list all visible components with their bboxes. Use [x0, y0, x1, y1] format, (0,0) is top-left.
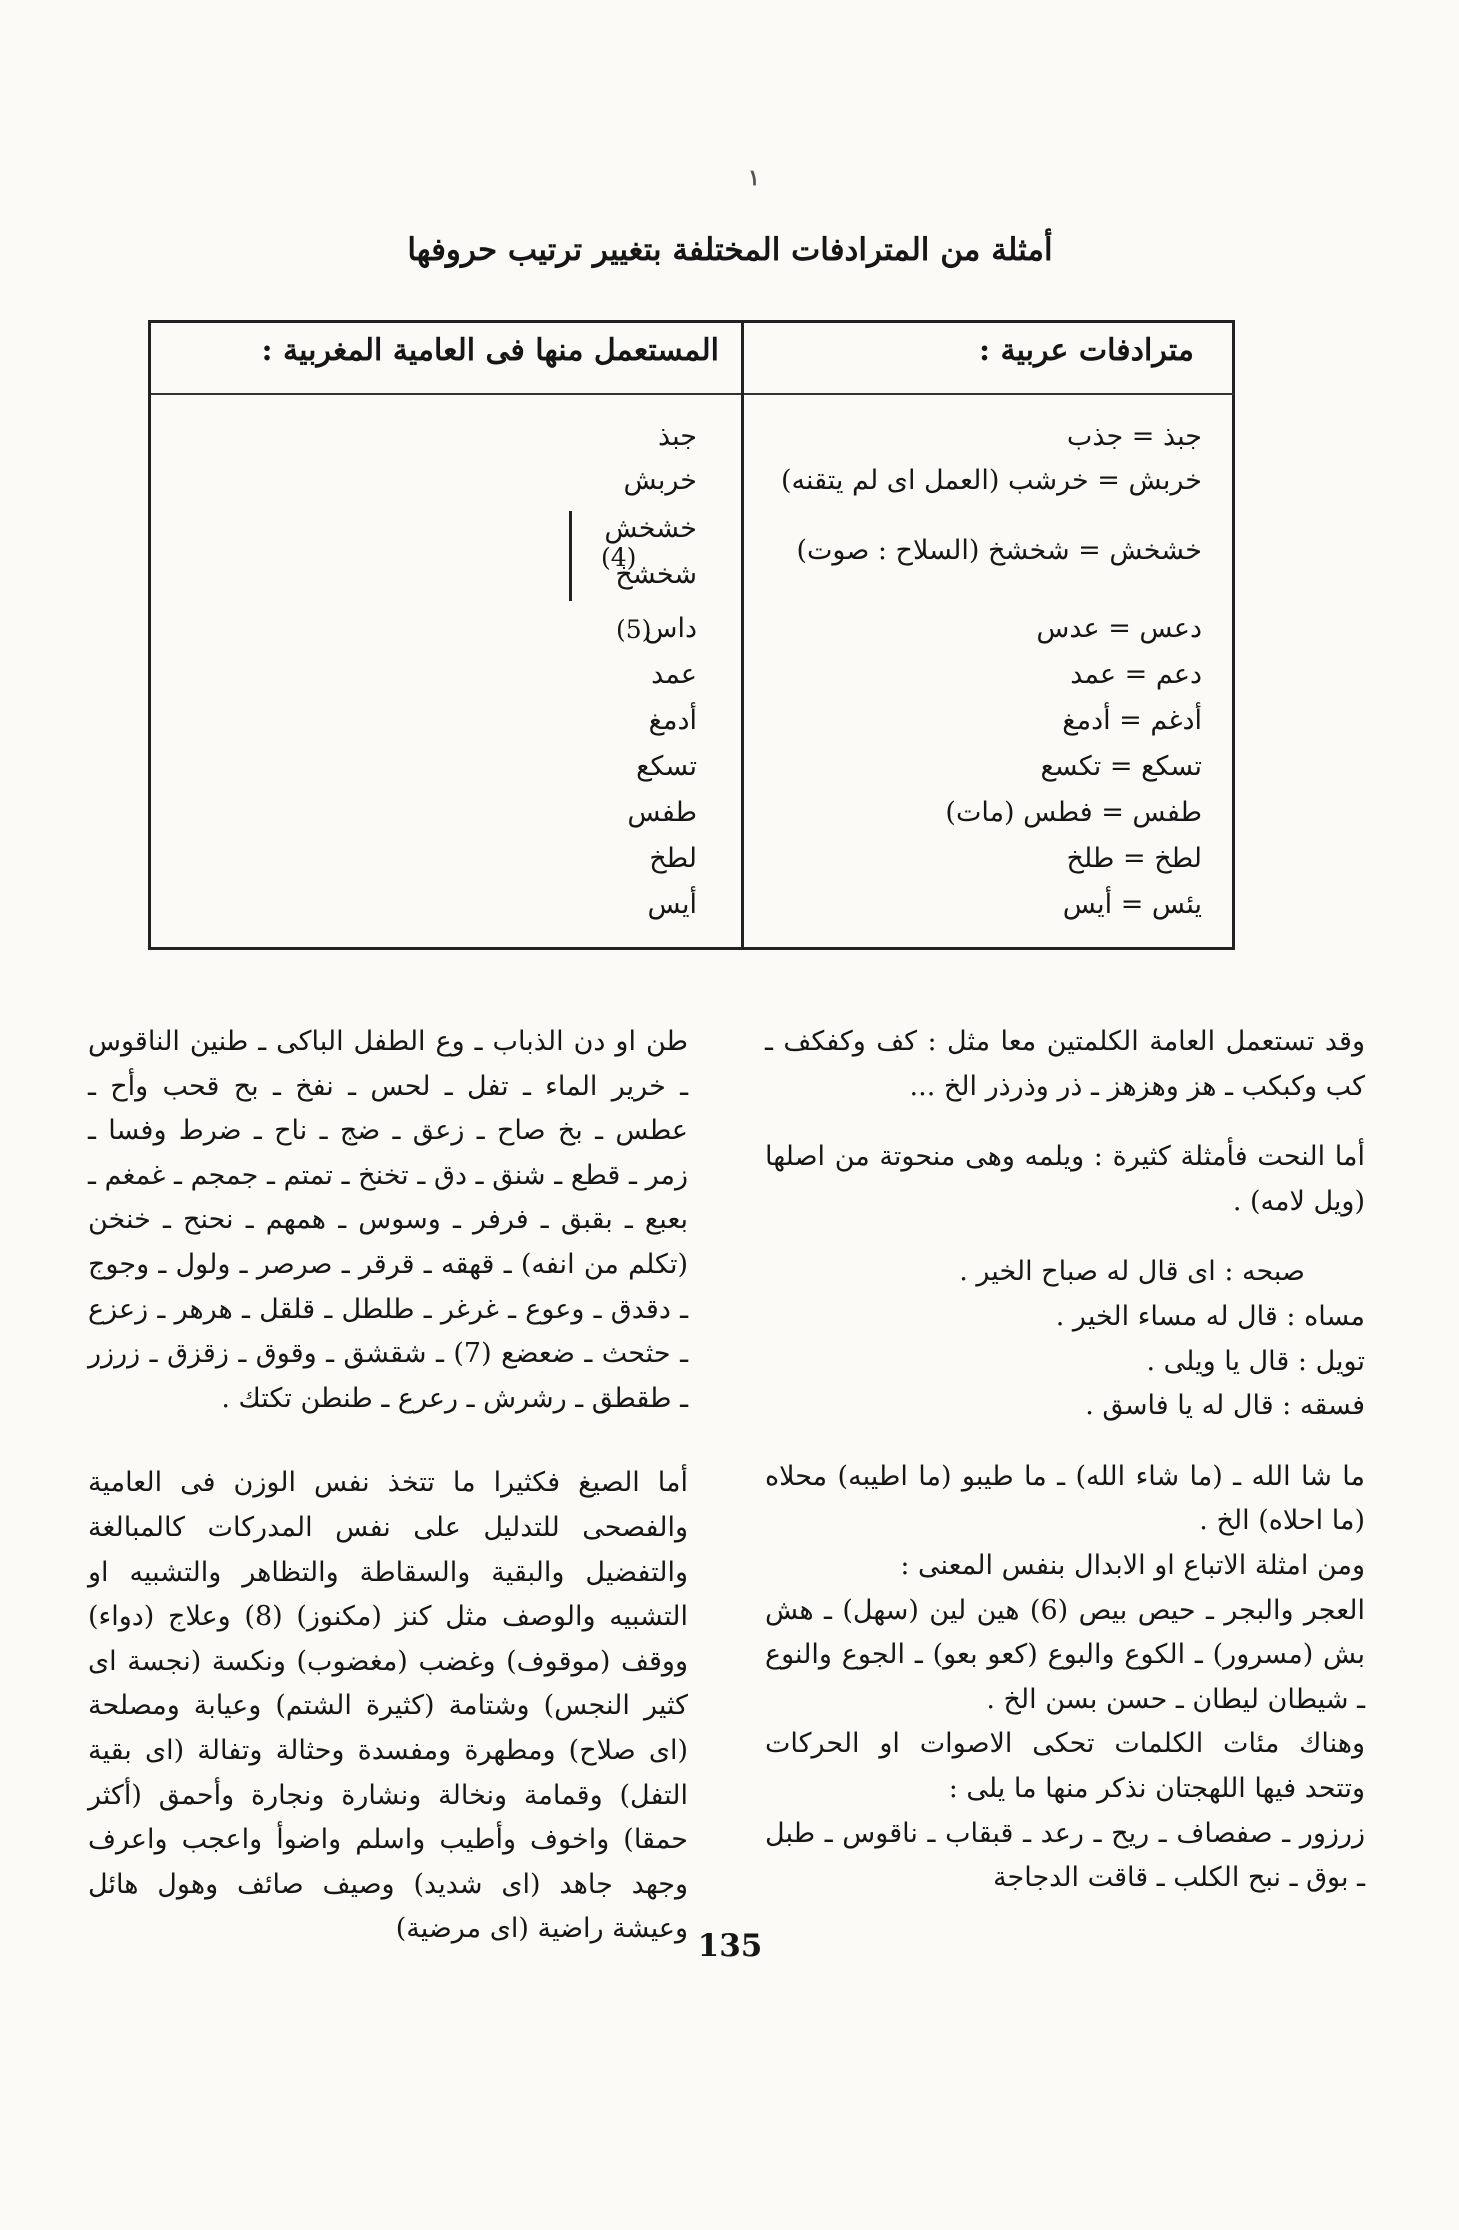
table-header-arabic-synonyms: مترادفات عربية : — [979, 333, 1194, 368]
table-column-divider — [741, 323, 744, 947]
table-row-right: لطخ = طلخ — [1066, 843, 1202, 874]
right-text-column — [765, 1020, 1365, 1901]
example-line: صبحه : اى قال له صباح الخير . — [959, 1256, 1305, 1288]
grouping-brace — [569, 511, 572, 601]
table-header-rule-left — [151, 393, 741, 395]
paragraph: طن او دن الذباب ـ وع الطفل الباكى ـ طنين الناقوس ـ خرير الماء ـ تفل ـ لحس ـ نفخ ـ بح قحب وأح ـ عطس ـ بخ صاح ـ زعق ـ ضج ـ ناح ـ ضرط وفسا ـ زمر ـ قطع ـ شنق ـ دق ـ تخنخ ـ تمتم ـ جمجم ـ غمغم ـ بعبع ـ بقبق ـ فرفر ـ وسوس ـ همهم ـ نحنح ـ خنخن (تكلم من انفه) ـ قهقه ـ قرقر ـ صرصر ـ ولول ـ وجوج ـ دقدق ـ وعوع ـ غرغر ـ طلطل ـ قلقل ـ هرهر ـ زعزع ـ حثحث ـ ضعضع (7) ـ شقشق ـ وقوق ـ زقزق ـ زرزر ـ طقطق ـ رشرش ـ رعرع ـ طنطن تكتك . — [88, 1026, 688, 1414]
table-row-right: طفس = فطس (مات) — [945, 797, 1202, 828]
table-header-moroccan-usage: المستعمل منها فى العامية المغربية : — [261, 333, 719, 368]
left-text-column — [88, 1020, 688, 1952]
table-row-right: أدغم = أدمغ — [1062, 705, 1202, 736]
table-row-left: داس — [644, 613, 697, 644]
paragraph: وقد تستعمل العامة الكلمتين معا مثل : كف وكفكف ـ كب وكبكب ـ هز وهزهز ـ ذر وذرذر الخ ... — [765, 1026, 1365, 1102]
table-row-left: لطخ — [649, 843, 697, 874]
table-row-right: يئس = أيس — [1062, 889, 1202, 920]
example-line: تويل : قال يا ويلى . — [1146, 1345, 1365, 1377]
paragraph: ما شا الله ـ (ما شاء الله) ـ ما طيبو (ما اطيبه) محلاه (ما احلاه) الخ . — [765, 1460, 1365, 1537]
paragraph: أما النحت فأمثلة كثيرة : ويلمه وهى منحوتة من اصلها (ويل لامه) . — [765, 1141, 1365, 1217]
table-row-right: خشخش = شخشخ (السلاح : صوت) — [796, 535, 1202, 566]
footnote-ref-4: (4) — [601, 543, 637, 572]
table-row-right: تسكع = تكسع — [1040, 751, 1202, 782]
table-row-right: جبذ = جذب — [1066, 421, 1202, 452]
paragraph: وهناك مئات الكلمات تحكى الاصوات او الحركات وتتحد فيها اللهجتان نذكر منها ما يلى : — [765, 1728, 1365, 1804]
top-mark: ١ — [748, 165, 760, 191]
paragraph: العجر والبجر ـ حيص بيص (6) هين لين (سهل) ـ هش بش (مسرور) ـ الكوع والبوع (كعو بعو) ـ الجوع والنوع ـ شيطان ليطان ـ حسن بسن الخ . — [765, 1594, 1365, 1715]
page-number: 135 — [697, 1928, 763, 1964]
example-line: مساه : قال له مساء الخير . — [1055, 1300, 1365, 1332]
table-row-left: خشخش — [604, 513, 697, 544]
table-row-left: خربش — [623, 465, 697, 496]
paragraph: زرزور ـ صفصاف ـ ريح ـ رعد ـ قبقاب ـ ناقوس ـ طبل ـ بوق ـ نبح الكلب ـ قاقت الدجاجة — [765, 1817, 1365, 1894]
table-row-left: عمد — [651, 659, 697, 690]
table-header-rule-right — [744, 393, 1234, 395]
table-row-left: تسكع — [636, 751, 697, 782]
table-row-left: أدمغ — [648, 705, 697, 736]
example-line: فسقه : قال له يا فاسق . — [1085, 1390, 1365, 1422]
paragraph: ومن امثلة الاتباع او الابدال بنفس المعنى : — [900, 1549, 1365, 1581]
table-row-left: طفس — [627, 797, 697, 828]
footnote-ref-5: (5) — [616, 615, 652, 644]
synonyms-table — [148, 320, 1235, 950]
page-title: أمثلة من المترادفات المختلفة بتغيير ترتيب حروفها — [407, 232, 1053, 268]
table-row-left: شخشخ — [615, 559, 697, 590]
table-row-left: جبذ — [657, 421, 697, 452]
table-row-right: دعس = عدس — [1036, 613, 1202, 644]
table-row-right: دعم = عمد — [1070, 659, 1202, 690]
table-row-right: خربش = خرشب (العمل اى لم يتقنه) — [780, 465, 1202, 496]
table-row-left: أيس — [647, 889, 697, 920]
paragraph: أما الصيغ فكثيرا ما تتخذ نفس الوزن فى العامية والفصحى للتدليل على نفس المدركات كالمبالغة والتفضيل والبقية والسقاطة والتظاهر والتشبيه او التشبيه والوصف مثل كنز (مكنوز) (8) وعلاج (دواء) ووقف (موقوف) وغضب (مغضوب) ونكسة (نجسة اى كثير النجس) وشتامة (كثيرة الشتم) وعيابة ومصلحة (اى صلاح) ومطهرة ومفسدة وحثالة وتفالة (اى بقية التفل) وقمامة ونخالة ونشارة ونجارة وأحمق (أكثر حمقا) واخوف وأطيب واسلم واضوأ واعجب واعرف وجهد جاهد (اى شديد) وصيف صائف وهول هائل وعيشة راضية (اى مرضية) — [88, 1467, 688, 1945]
